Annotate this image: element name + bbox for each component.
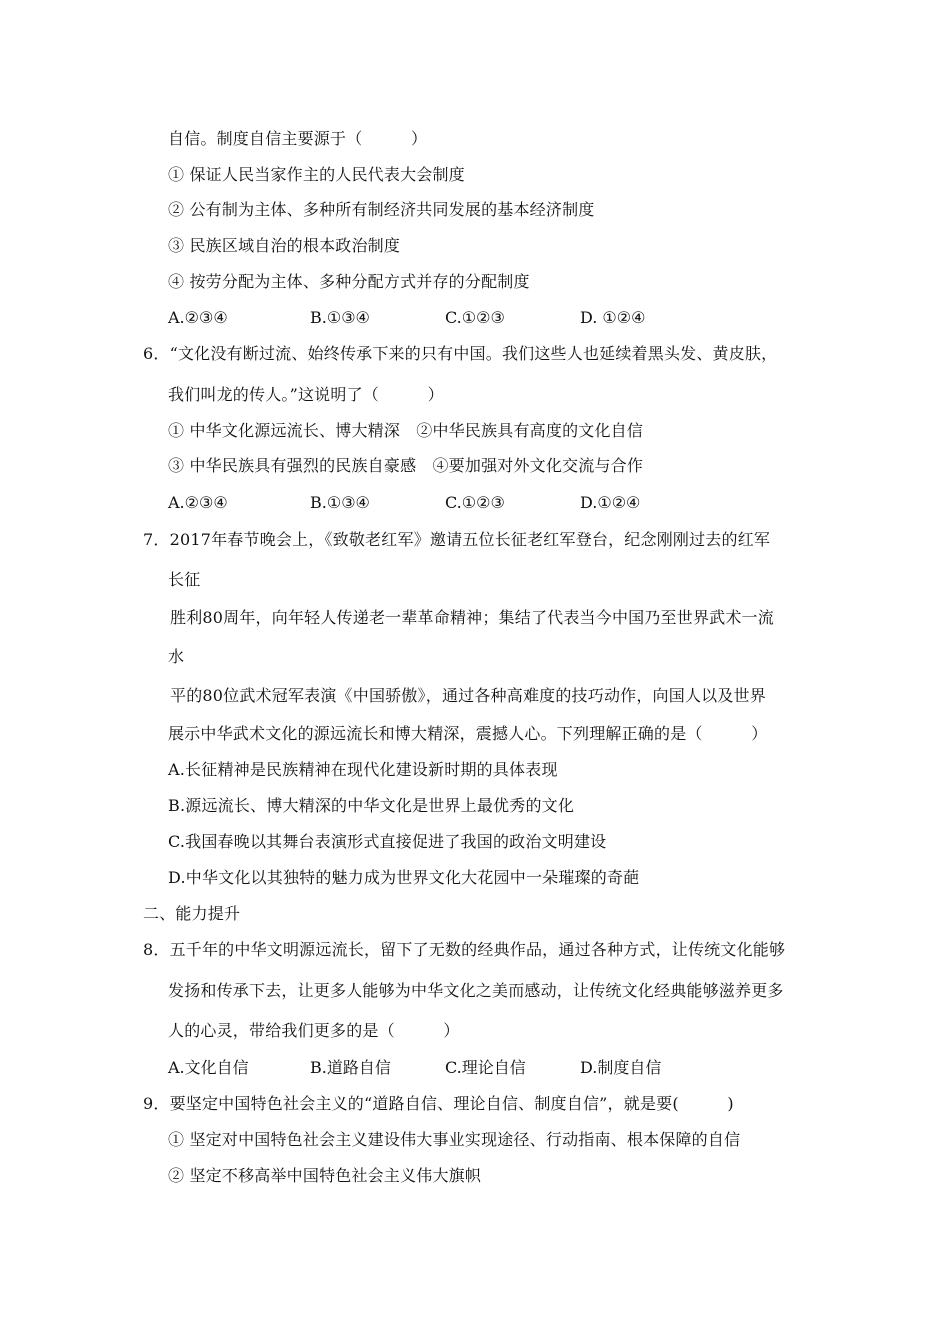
q7-option-a: A.长征精神是民族精神在现代化建设新时期的具体表现 xyxy=(168,760,558,779)
q8-option-c: C.理论自信 xyxy=(445,1058,526,1077)
q8-stem-line-3: 人的心灵，带给我们更多的是（ ） xyxy=(168,1021,460,1040)
q7-stem-line-6: 展示中华武术文化的源远流长和博大精深，震撼人心。下列理解正确的是（ ） xyxy=(168,724,768,743)
q7-option-d: D.中华文化以其独特的魅力成为世界文化大花园中一朵璀璨的奇葩 xyxy=(168,868,640,887)
q5-item-3: ③ 民族区域自治的根本政治制度 xyxy=(168,236,401,255)
q6-option-c: C.①②③ xyxy=(445,493,505,512)
q5-option-a: A.②③④ xyxy=(168,308,228,327)
q7-stem-line-3: 胜利80周年，向年轻人传递老一辈革命精神；集结了代表当今中国乃至世界武术一流 xyxy=(170,608,774,627)
q5-item-4: ④ 按劳分配为主体、多种分配方式并存的分配制度 xyxy=(168,272,530,291)
q9-stem: 9．要坚定中国特色社会主义的“道路自信、理论自信、制度自信”，就是要( ) xyxy=(143,1094,734,1113)
q9-item-1: ① 坚定对中国特色社会主义建设伟大事业实现途径、行动指南、根本保障的自信 xyxy=(168,1130,741,1149)
q8-option-b: B.道路自信 xyxy=(310,1058,391,1077)
q7-stem-line-1: 7．2017年春节晚会上，《致敬老红军》邀请五位长征老红军登台，纪念刚刚过去的红军 xyxy=(143,530,771,549)
q8-option-d: D.制度自信 xyxy=(580,1058,662,1077)
section-heading: 二、能力提升 xyxy=(143,904,241,923)
q5-option-c: C.①②③ xyxy=(445,308,505,327)
q8-option-a: A.文化自信 xyxy=(168,1058,249,1077)
q7-stem-line-4: 水 xyxy=(168,647,185,666)
q7-stem-line-5: 平的80位武术冠军表演《中国骄傲》，通过各种高难度的技巧动作，向国人以及世界 xyxy=(170,686,766,705)
q5-item-2: ② 公有制为主体、多种所有制经济共同发展的基本经济制度 xyxy=(168,200,595,219)
q5-stem-tail: 自信。制度自信主要源于（ ） xyxy=(168,129,428,148)
q8-stem-line-1: 8．五千年的中华文明源远流长，留下了无数的经典作品，通过各种方式，让传统文化能够 xyxy=(143,940,786,959)
q6-option-d: D.①②④ xyxy=(580,493,641,512)
q5-item-1: ① 保证人民当家作主的人民代表大会制度 xyxy=(168,165,465,184)
q5-option-b: B.①③④ xyxy=(310,308,370,327)
q7-stem-line-2: 长征 xyxy=(168,570,201,589)
q7-option-c: C.我国春晚以其舞台表演形式直接促进了我国的政治文明建设 xyxy=(168,832,607,851)
q5-option-d: D. ①②④ xyxy=(580,308,646,327)
q6-stem-line-2: 我们叫龙的传人。”这说明了（ ） xyxy=(168,385,444,404)
q9-item-2: ② 坚定不移高举中国特色社会主义伟大旗帜 xyxy=(168,1166,482,1185)
q6-stem-line-1: 6．“文化没有断过流、始终传承下来的只有中国。我们这些人也延续着黑头发、黄皮肤， xyxy=(143,344,778,363)
q6-option-a: A.②③④ xyxy=(168,493,228,512)
q6-option-b: B.①③④ xyxy=(310,493,370,512)
q6-item-2: ③ 中华民族具有强烈的民族自豪感 ④要加强对外文化交流与合作 xyxy=(168,456,644,475)
q7-option-b: B.源远流长、博大精深的中华文化是世界上最优秀的文化 xyxy=(168,796,575,815)
q6-item-1: ① 中华文化源远流长、博大精深 ②中华民族具有高度的文化自信 xyxy=(168,421,644,440)
q8-stem-line-2: 发扬和传承下去，让更多人能够为中华文化之美而感动，让传统文化经典能够滋养更多 xyxy=(168,981,784,1000)
